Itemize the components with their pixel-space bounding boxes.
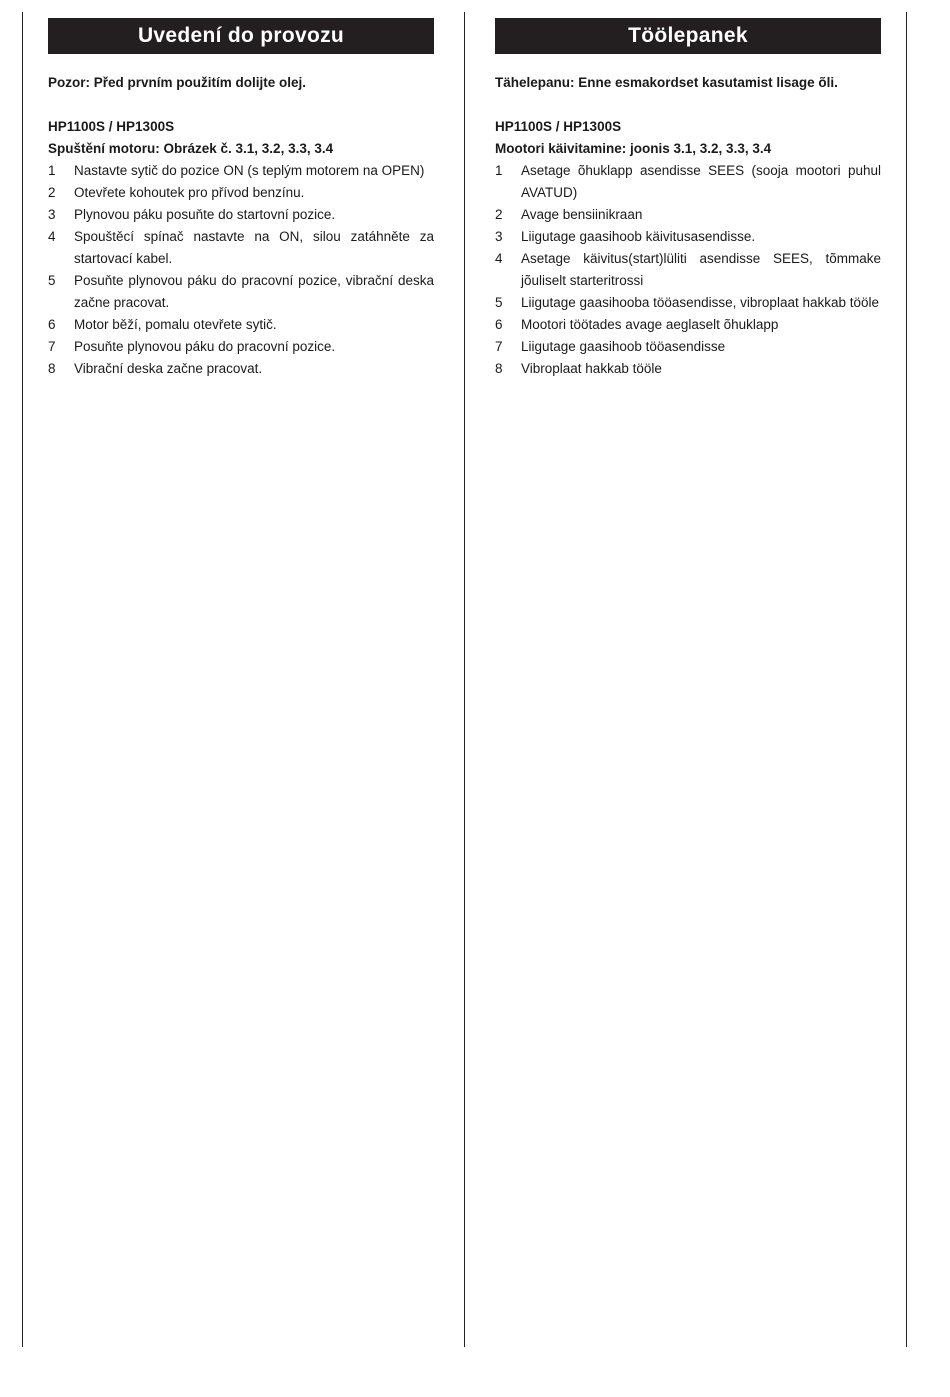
step-number: 3	[48, 207, 56, 222]
model-heading: HP1100S / HP1300S	[48, 119, 175, 134]
step-text: Posuňte plynovou páku do pracovní pozice, vibrační deska začne pracovat.	[74, 273, 434, 310]
step-item	[495, 314, 881, 336]
right-page-border	[906, 12, 907, 1347]
step-item	[48, 204, 434, 226]
model-heading: HP1100S / HP1300S	[495, 119, 622, 134]
step-item	[495, 358, 881, 380]
step-number: 1	[48, 163, 56, 178]
step-text: Asetage õhuklapp asendisse SEES (sooja mootori puhul AVATUD)	[521, 163, 881, 200]
step-text: Asetage käivitus(start)lüliti asendisse SEES, tõmmake jõuliselt starteritrossi	[521, 251, 881, 288]
step-number: 1	[495, 163, 503, 178]
step-item	[495, 336, 881, 358]
step-text: Liigutage gaasihoob käivitusasendisse.	[521, 229, 756, 244]
oil-warning: Pozor: Před prvním použitím dolijte olej.	[48, 75, 307, 90]
step-text: Motor běží, pomalu otevřete sytič.	[74, 317, 277, 332]
step-item	[48, 182, 434, 204]
estonian-column	[495, 18, 881, 380]
step-text: Liigutage gaasihooba tööasendisse, vibroplaat hakkab tööle	[521, 295, 880, 310]
step-number: 2	[48, 185, 56, 200]
step-item	[48, 226, 434, 270]
step-number: 8	[495, 361, 503, 376]
step-number: 7	[48, 339, 56, 354]
step-text: Mootori töötades avage aeglaselt õhuklapp	[521, 317, 779, 332]
step-text: Avage bensiinikraan	[521, 207, 643, 222]
step-number: 3	[495, 229, 503, 244]
center-column-divider	[464, 12, 465, 1347]
step-item	[48, 358, 434, 380]
step-text: Vibroplaat hakkab tööle	[521, 361, 662, 376]
step-text: Liigutage gaasihoob tööasendisse	[521, 339, 726, 354]
step-text: Plynovou páku posuňte do startovní pozice.	[74, 207, 336, 222]
step-item	[48, 160, 434, 182]
step-number: 7	[495, 339, 503, 354]
step-item	[495, 248, 881, 292]
engine-start-heading: Mootori käivitamine: joonis 3.1, 3.2, 3.3, 3.4	[495, 141, 772, 156]
step-number: 5	[48, 273, 56, 288]
step-number: 6	[495, 317, 503, 332]
oil-warning: Tähelepanu: Enne esmakordset kasutamist lisage õli.	[495, 75, 838, 90]
step-text: Spouštěcí spínač nastavte na ON, silou zatáhněte za startovací kabel.	[74, 229, 434, 266]
step-number: 8	[48, 361, 56, 376]
step-text: Otevřete kohoutek pro přívod benzínu.	[74, 185, 305, 200]
step-item	[48, 336, 434, 358]
czech-column	[48, 18, 434, 380]
step-item	[495, 160, 881, 204]
section-header: Uvedení do provozu	[48, 18, 434, 54]
left-page-border	[22, 12, 23, 1347]
section-header: Töölepanek	[495, 18, 881, 54]
start-steps-list	[48, 160, 434, 380]
step-item	[48, 314, 434, 336]
step-text: Vibrační deska začne pracovat.	[74, 361, 263, 376]
step-text: Posuňte plynovou páku do pracovní pozice.	[74, 339, 336, 354]
step-number: 2	[495, 207, 503, 222]
step-item	[495, 292, 881, 314]
step-item	[495, 204, 881, 226]
engine-start-heading: Spuštění motoru: Obrázek č. 3.1, 3.2, 3.3, 3.4	[48, 141, 334, 156]
step-number: 4	[48, 229, 56, 244]
step-number: 4	[495, 251, 503, 266]
step-item	[48, 270, 434, 314]
step-text: Nastavte sytič do pozice ON (s teplým motorem na OPEN)	[74, 163, 425, 178]
start-steps-list	[495, 160, 881, 380]
step-number: 5	[495, 295, 503, 310]
step-number: 6	[48, 317, 56, 332]
step-item	[495, 226, 881, 248]
